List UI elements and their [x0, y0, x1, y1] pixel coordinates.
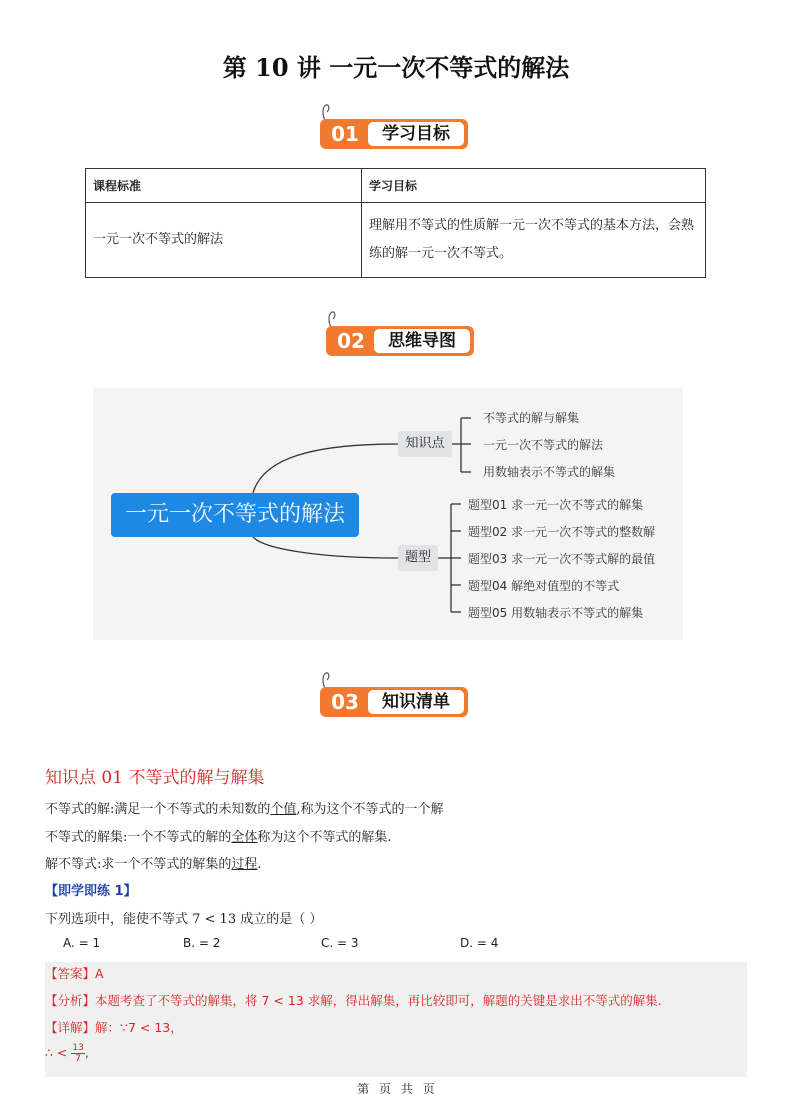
underlined-term: 个值	[270, 802, 297, 817]
mind-map-leaf: 题型04 解绝对值型的不等式	[468, 579, 620, 593]
option-b: B. = 2	[183, 936, 221, 950]
mind-map-leaf: 题型01 求一元一次不等式的解集	[468, 498, 644, 512]
text-segment: 称为这个不等式的解集.	[257, 830, 392, 845]
therefore-text: ∴ <	[45, 1045, 68, 1060]
therefore-line	[45, 1043, 89, 1064]
option-a: A. = 1	[63, 936, 101, 950]
mind-map-leaf: 用数轴表示不等式的解集	[483, 465, 616, 479]
text-segment: 不等式的解:满足一个不等式的未知数的	[45, 802, 271, 817]
page-title: 第 10 讲 一元一次不等式的解法	[222, 53, 570, 82]
mind-map-leaf: 题型02 求一元一次不等式的整数解	[468, 525, 656, 539]
definition-solution-set	[45, 826, 392, 845]
definition-solution	[45, 798, 444, 817]
section-badge-goals	[320, 115, 470, 149]
table-header-goal: 学习目标	[362, 169, 706, 203]
badge-label: 学习目标	[368, 122, 464, 146]
text-segment: ,称为这个不等式的一个解	[296, 802, 444, 817]
underlined-term: 全体	[231, 830, 258, 845]
therefore-tail: ,	[84, 1045, 89, 1060]
badge-number: 02	[326, 326, 376, 356]
exercise-label: 【即学即练 1】	[45, 884, 137, 899]
table-cell-standard: 一元一次不等式的解法	[86, 203, 362, 278]
badge-label: 思维导图	[374, 329, 470, 353]
definition-solving	[45, 853, 262, 872]
exercise-question: 下列选项中，能使不等式 7 < 13 成立的是（ ）	[45, 912, 323, 927]
detail-line: 【详解】解：∵7 < 13，	[45, 1020, 183, 1035]
section-badge-mindmap	[326, 322, 476, 356]
mind-map-root: 一元一次不等式的解法	[111, 493, 359, 537]
badge-number: 03	[320, 687, 370, 717]
underlined-term: 过程	[231, 857, 258, 872]
mind-map-branch-knowledge: 知识点	[398, 431, 452, 457]
text-segment: 解不等式:求一个不等式的解集的	[45, 857, 232, 872]
mind-map-leaf: 一元一次不等式的解法	[483, 438, 604, 452]
mind-map	[93, 388, 683, 640]
fraction	[71, 1043, 84, 1064]
text-segment: .	[257, 857, 262, 872]
section-badge-knowledge	[320, 683, 470, 717]
mind-map-leaf: 题型05 用数轴表示不等式的解集	[468, 606, 644, 620]
table-header-standard: 课程标准	[86, 169, 362, 203]
answer-line: 【答案】A	[45, 966, 104, 981]
text-segment: 不等式的解集:一个不等式的解的	[45, 830, 232, 845]
goal-table	[85, 168, 706, 278]
option-d: D. = 4	[460, 936, 499, 950]
fraction-denominator: 7	[75, 1054, 81, 1064]
mind-map-leaf: 题型03 求一元一次不等式解的最值	[468, 552, 656, 566]
badge-label: 知识清单	[368, 690, 464, 714]
knowledge-point-title: 知识点 01 不等式的解与解集	[45, 768, 265, 788]
option-c: C. = 3	[321, 936, 359, 950]
mind-map-branch-types: 题型	[398, 545, 438, 571]
analysis-line: 【分析】本题考查了不等式的解集，将 7 < 13 求解，得出解集，再比较即可，解题的关键是求出不等式的解集.	[45, 993, 662, 1008]
page-footer: 第 页 共 页	[357, 1082, 435, 1094]
mind-map-leaf: 不等式的解与解集	[483, 411, 580, 425]
table-cell-goal: 理解用不等式的性质解一元一次不等式的基本方法，会熟练的解一元一次不等式。	[362, 203, 706, 278]
badge-number: 01	[320, 119, 370, 149]
fraction-numerator: 13	[72, 1043, 84, 1053]
